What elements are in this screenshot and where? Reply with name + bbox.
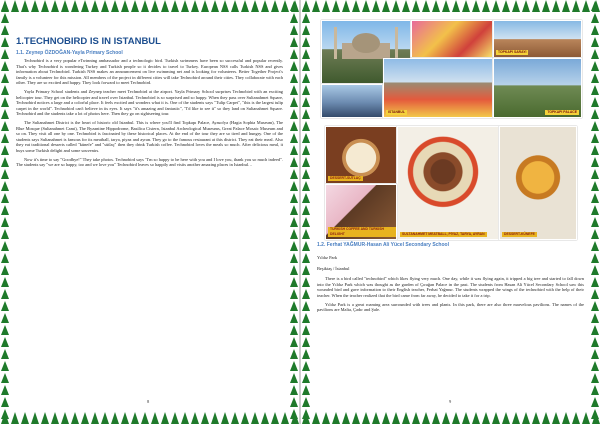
tree-icon: [582, 0, 590, 12]
tree-icon: [290, 49, 298, 59]
page-number: 8: [147, 399, 150, 404]
tree-icon: [472, 412, 480, 424]
tree-icon: [1, 265, 9, 275]
tree-icon: [342, 0, 350, 12]
tree-icon: [1, 229, 9, 239]
tree-icon: [290, 277, 298, 287]
tree-icon: [131, 412, 139, 424]
tree-icon: [1, 97, 9, 107]
right-page: [301, 0, 600, 424]
tree-icon: [290, 253, 298, 263]
tree-icon: [302, 169, 310, 179]
tree-icon: [290, 205, 298, 215]
tree-icon: [290, 25, 298, 35]
photo-sutlac: [325, 126, 397, 184]
tree-icon: [1, 37, 9, 47]
tree-icon: [41, 412, 49, 424]
tree-border-left: [0, 0, 10, 424]
tree-icon: [290, 337, 298, 347]
tree-icon: [101, 412, 109, 424]
tree-icon: [422, 0, 430, 12]
tree-icon: [51, 412, 59, 424]
tree-icon: [591, 241, 599, 251]
tree-icon: [290, 97, 298, 107]
tree-icon: [591, 133, 599, 143]
tree-border-top: [301, 0, 600, 12]
tree-icon: [290, 229, 298, 239]
tree-icon: [302, 409, 310, 419]
tree-icon: [422, 412, 430, 424]
tree-icon: [392, 412, 400, 424]
photo-caption: ISTANBUL: [388, 110, 405, 114]
food-photo-collage: [325, 126, 575, 238]
tree-icon: [332, 412, 340, 424]
tree-border-bottom: [0, 412, 299, 424]
photo-caption: TOPKAPI PALACE: [547, 110, 577, 114]
tree-icon: [572, 0, 580, 12]
tree-icon: [290, 397, 298, 407]
tree-icon: [591, 349, 599, 359]
tree-icon: [372, 0, 380, 12]
tree-icon: [290, 169, 298, 179]
tree-border-bottom: [301, 412, 600, 424]
tree-icon: [290, 109, 298, 119]
tree-icon: [591, 385, 599, 395]
photo-caption: TOPKAPI SARAYI: [498, 50, 527, 54]
tree-icon: [591, 97, 599, 107]
tree-icon: [290, 313, 298, 323]
tree-icon: [131, 0, 139, 12]
photo-turkish-coffee: [325, 184, 397, 240]
tree-icon: [281, 412, 289, 424]
tree-icon: [81, 412, 89, 424]
tree-icon: [302, 145, 310, 155]
tree-icon: [302, 49, 310, 59]
tree-icon: [432, 412, 440, 424]
tree-icon: [281, 0, 289, 12]
tree-icon: [241, 0, 249, 12]
photo-kunefe: [499, 126, 577, 240]
right-page-content: [317, 242, 584, 406]
section-heading: 1.2. Ferhat YAĞMUR-Hasan Ali Yücel Secondary School: [317, 242, 449, 248]
tree-icon: [231, 412, 239, 424]
paragraph: Now it's time to say "Goodbye!" They take photos. Technobird says "I'm so happy to be here with you and I love you, thank you so much indeed". The students say "we are so happy, too and we love you" Technobird leaves so happily and visits another amazing places in Istanbul…: [16, 156, 283, 168]
tree-icon: [442, 0, 450, 12]
tree-icon: [591, 169, 599, 179]
tree-icon: [1, 25, 9, 35]
tree-icon: [151, 412, 159, 424]
tree-icon: [31, 412, 39, 424]
tree-icon: [502, 0, 510, 12]
tree-icon: [402, 0, 410, 12]
tree-icon: [591, 325, 599, 335]
tree-icon: [442, 412, 450, 424]
tree-icon: [1, 145, 9, 155]
tree-icon: [591, 253, 599, 263]
tree-icon: [271, 0, 279, 12]
tree-icon: [591, 313, 599, 323]
tree-icon: [91, 412, 99, 424]
tree-icon: [191, 0, 199, 12]
photo-palace: [493, 20, 582, 58]
tree-icon: [302, 73, 310, 83]
tree-icon: [81, 0, 89, 12]
tree-icon: [591, 181, 599, 191]
photo-caption: DESSERT-KÜNEFE: [504, 232, 535, 236]
tree-icon: [591, 337, 599, 347]
tree-icon: [21, 0, 29, 12]
tree-icon: [290, 217, 298, 227]
tree-icon: [302, 37, 310, 47]
tree-icon: [302, 289, 310, 299]
tree-icon: [290, 181, 298, 191]
tree-icon: [141, 412, 149, 424]
photo-tulip-carpet: [411, 20, 493, 58]
tree-icon: [201, 412, 209, 424]
tree-icon: [302, 181, 310, 191]
chapter-title: 1.TECHNOBIRD IS IN ISTANBUL: [16, 36, 161, 47]
page-number: 9: [449, 399, 452, 404]
tree-icon: [1, 337, 9, 347]
tree-icon: [402, 412, 410, 424]
tree-icon: [121, 412, 129, 424]
tree-icon: [582, 412, 590, 424]
tree-icon: [191, 412, 199, 424]
tree-icon: [591, 277, 599, 287]
istanbul-photo-collage: [321, 20, 580, 116]
tree-icon: [302, 97, 310, 107]
tree-icon: [290, 61, 298, 71]
tree-icon: [1, 241, 9, 251]
tree-icon: [1, 217, 9, 227]
tree-icon: [302, 349, 310, 359]
tree-icon: [552, 0, 560, 12]
tree-icon: [251, 0, 259, 12]
paragraph: There is a bird called "technobird" which likes flying very much. One day, while it was flying again, it tripped a big tree and started to fall down into the Yıldız Park which was thought as the garden of Çırağan Palace in the past. The students from Hasan Ali Yücel Secondary School saw this wounded bird and gave information to their English teacher, Ferhat Yağmur. The students wrapped the wings of the technobird with the help of their teacher. When the teacher realized that the bird came from far away, he decided to take it for a trip.: [317, 276, 584, 298]
tree-icon: [1, 73, 9, 83]
tree-icon: [271, 412, 279, 424]
tree-icon: [352, 0, 360, 12]
tree-icon: [261, 0, 269, 12]
tree-icon: [211, 412, 219, 424]
tree-icon: [302, 193, 310, 203]
tree-icon: [1, 325, 9, 335]
tree-icon: [290, 133, 298, 143]
tree-icon: [522, 412, 530, 424]
tree-icon: [302, 265, 310, 275]
tree-icon: [412, 0, 420, 12]
tree-icon: [251, 412, 259, 424]
tree-icon: [302, 61, 310, 71]
tree-icon: [302, 337, 310, 347]
tree-icon: [562, 0, 570, 12]
photo-caption: DESSERT-SÜTLAÇ: [330, 176, 361, 180]
tree-icon: [1, 313, 9, 323]
tree-icon: [591, 61, 599, 71]
tree-icon: [290, 37, 298, 47]
tree-icon: [261, 412, 269, 424]
tree-icon: [1, 121, 9, 131]
tree-icon: [372, 412, 380, 424]
tree-icon: [591, 409, 599, 419]
tree-icon: [512, 0, 520, 12]
tree-icon: [1, 289, 9, 299]
tree-icon: [302, 313, 310, 323]
tree-icon: [591, 289, 599, 299]
tree-icon: [1, 61, 9, 71]
tree-border-left: [301, 0, 311, 424]
tree-icon: [290, 85, 298, 95]
tree-icon: [492, 0, 500, 12]
left-page-content: [16, 18, 283, 406]
tree-icon: [61, 412, 69, 424]
tree-icon: [1, 361, 9, 371]
tree-icon: [382, 0, 390, 12]
tree-icon: [71, 412, 79, 424]
tree-icon: [290, 361, 298, 371]
tree-icon: [302, 85, 310, 95]
tree-icon: [382, 412, 390, 424]
tree-icon: [362, 412, 370, 424]
tree-icon: [352, 412, 360, 424]
tree-icon: [312, 412, 320, 424]
tree-icon: [591, 229, 599, 239]
tree-icon: [591, 301, 599, 311]
tree-icon: [1, 397, 9, 407]
tree-icon: [591, 205, 599, 215]
tree-icon: [452, 0, 460, 12]
section-heading: 1.1. Zeynep ÖZDOĞAN-Yayla Primary School: [16, 50, 123, 56]
tree-icon: [302, 1, 310, 11]
tree-icon: [201, 0, 209, 12]
tree-icon: [591, 37, 599, 47]
tree-icon: [1, 253, 9, 263]
tree-icon: [290, 349, 298, 359]
tree-icon: [532, 412, 540, 424]
tree-icon: [302, 229, 310, 239]
tree-icon: [1, 181, 9, 191]
tree-icon: [312, 0, 320, 12]
tree-icon: [1, 373, 9, 383]
tree-icon: [121, 0, 129, 12]
tree-icon: [302, 241, 310, 251]
photo-caption: TURKISH COFFEE AND TURKISH DELIGHT: [328, 227, 396, 237]
tree-icon: [302, 373, 310, 383]
tree-icon: [290, 373, 298, 383]
tree-icon: [472, 0, 480, 12]
tree-icon: [392, 0, 400, 12]
tree-icon: [290, 265, 298, 275]
tree-icon: [290, 241, 298, 251]
tree-icon: [591, 85, 599, 95]
tree-icon: [591, 157, 599, 167]
tree-icon: [482, 412, 490, 424]
tree-border-top: [0, 0, 299, 12]
tree-icon: [91, 0, 99, 12]
tree-icon: [290, 157, 298, 167]
tree-icon: [562, 412, 570, 424]
tree-icon: [1, 409, 9, 419]
tree-icon: [1, 133, 9, 143]
location-line: Yıldız Park: [317, 255, 338, 260]
paragraph: Technobird is a very popular eTwinning ambassador and a technologic bird. Turkish swimmers have been so successful and popular recently. That's why Technobird is wondering Turkey and Turkish people so it decides to travel to Turkey. European NSS calls Turkish NSS and gives information about Technobird. Turkish NSS makes an announcement on live swimming net and is looking for volunteers. Better Together Project's family is a volunteer for this mission. All members of the project in different cities will take Technobird around their cities. They collaborate with each other. They are so excited and happy. They look forward to meet Technobird.: [16, 58, 283, 86]
tree-border-right: [289, 0, 299, 424]
tree-icon: [31, 0, 39, 12]
paragraph: Yayla Primary School students and Zeynep teacher meet Technobird at the airport. Yayla Primary School surprises Technobird with an exciting helicopter tour. They get on the helicopter and travel over Istanbul. Technobird is so surprised and so happy. When they pass over Sultanahmet Square, Technobird notices a large and a colorful place. It feels excited and wonders what it is. One of the students says "Tulip Carpet", "this is the largest tulip carpet in the world". Technobird can't believe in its eyes. It says "it's amazing and fantastic", "I'd like to see it" so they land on Sultanahmet Square. Technobird and the students take a lot of photos here. Then they go on sightseeing tour.: [16, 88, 283, 117]
left-page: [0, 0, 299, 424]
tree-icon: [532, 0, 540, 12]
tree-icon: [302, 109, 310, 119]
tree-icon: [290, 409, 298, 419]
paragraph: The Sultanahmet District is the heart of historic old Istanbul. This is where you'll find Topkapı Palace, Ayasofya (Hagia Sophia Museum), The Blue Mosque (Sultanahmet Cami), The Byzantine Hippodrome, Basilica Cistern, Istanbul Archeological Museums, Great Palace Mosaic Museum and so on. They visit all one by one. Technobird is fascinated by these historical places. At the end of the tour they are so tired and hungry. One of the students says Sultanahmet is famous for its meatball, tarya, piyaz and ayran. They go to the famous restaurant at this district. They eat their meal. Also they eat traditional desserts called "künefe" and "sütlaç" then they drink Turkish coffee. Technobird loves the meals so much. After delicious meal, it buys some Turkish delight and some souvenirs.: [16, 119, 283, 153]
tree-icon: [1, 193, 9, 203]
tree-icon: [290, 193, 298, 203]
tree-icon: [161, 412, 169, 424]
tree-icon: [482, 0, 490, 12]
tree-icon: [332, 0, 340, 12]
tree-icon: [61, 0, 69, 12]
photo-topkapi: [493, 58, 582, 118]
tree-icon: [302, 133, 310, 143]
tree-icon: [552, 412, 560, 424]
tree-icon: [1, 169, 9, 179]
tree-icon: [302, 25, 310, 35]
tree-icon: [1, 1, 9, 11]
tree-icon: [591, 361, 599, 371]
tree-icon: [342, 412, 350, 424]
tree-icon: [111, 412, 119, 424]
tree-icon: [1, 205, 9, 215]
tree-icon: [181, 0, 189, 12]
tree-icon: [542, 412, 550, 424]
tree-icon: [1, 49, 9, 59]
tree-icon: [1, 385, 9, 395]
tree-icon: [290, 121, 298, 131]
tree-icon: [462, 0, 470, 12]
tree-icon: [302, 217, 310, 227]
photo-caption: SULTANAHMET MEATBALL, PİYAZ, TARYA, AYRAN: [402, 232, 485, 236]
tree-icon: [290, 1, 298, 11]
tree-icon: [591, 217, 599, 227]
tree-icon: [302, 121, 310, 131]
tree-icon: [591, 373, 599, 383]
tree-icon: [432, 0, 440, 12]
tree-icon: [302, 301, 310, 311]
tree-icon: [41, 0, 49, 12]
tree-icon: [452, 412, 460, 424]
tree-icon: [362, 0, 370, 12]
tree-icon: [21, 412, 29, 424]
tree-icon: [412, 412, 420, 424]
tree-icon: [290, 13, 298, 23]
tree-icon: [241, 412, 249, 424]
tree-icon: [542, 0, 550, 12]
tree-icon: [591, 73, 599, 83]
tree-icon: [290, 385, 298, 395]
tree-icon: [591, 265, 599, 275]
tree-icon: [302, 397, 310, 407]
tree-icon: [591, 109, 599, 119]
tree-icon: [591, 397, 599, 407]
tree-icon: [591, 121, 599, 131]
tree-icon: [302, 13, 310, 23]
tree-icon: [1, 109, 9, 119]
tree-icon: [71, 0, 79, 12]
tree-icon: [181, 412, 189, 424]
tree-icon: [302, 157, 310, 167]
tree-icon: [591, 193, 599, 203]
tree-icon: [302, 385, 310, 395]
tree-icon: [290, 301, 298, 311]
tree-border-right: [590, 0, 600, 424]
tree-icon: [322, 0, 330, 12]
tree-icon: [290, 145, 298, 155]
tree-icon: [290, 289, 298, 299]
tree-icon: [572, 412, 580, 424]
tree-icon: [171, 0, 179, 12]
tree-icon: [141, 0, 149, 12]
tree-icon: [51, 0, 59, 12]
photo-square-with-flowers: [383, 58, 493, 118]
photo-bosphorus: [321, 84, 383, 118]
tree-icon: [522, 0, 530, 12]
tree-icon: [1, 157, 9, 167]
tree-icon: [221, 412, 229, 424]
tree-icon: [591, 1, 599, 11]
tree-icon: [11, 0, 19, 12]
tree-icon: [1, 13, 9, 23]
tree-icon: [11, 412, 19, 424]
tree-icon: [302, 205, 310, 215]
tree-icon: [512, 412, 520, 424]
tree-icon: [151, 0, 159, 12]
tree-icon: [591, 25, 599, 35]
tree-icon: [171, 412, 179, 424]
tree-icon: [1, 301, 9, 311]
tree-icon: [1, 85, 9, 95]
tree-icon: [591, 145, 599, 155]
paragraph: Yıldız Park is a great roaming area surrounded with trees and plants. In this park, there are also three marvelous pavilions. The names of the pavilions are Malta, Çadır and Şale.: [317, 301, 584, 313]
tree-icon: [211, 0, 219, 12]
tree-icon: [302, 361, 310, 371]
tree-icon: [161, 0, 169, 12]
tree-icon: [1, 349, 9, 359]
tree-icon: [111, 0, 119, 12]
tree-icon: [302, 253, 310, 263]
tree-icon: [492, 412, 500, 424]
location-line: Beşiktaş / İstanbul: [317, 265, 350, 271]
tree-icon: [231, 0, 239, 12]
tree-icon: [322, 412, 330, 424]
tree-icon: [221, 0, 229, 12]
tree-icon: [302, 325, 310, 335]
tree-icon: [591, 13, 599, 23]
tree-icon: [290, 73, 298, 83]
tree-icon: [290, 325, 298, 335]
photo-meatball-plate: [397, 126, 499, 240]
tree-icon: [101, 0, 109, 12]
tree-icon: [1, 277, 9, 287]
tree-icon: [591, 49, 599, 59]
tree-icon: [302, 277, 310, 287]
tree-icon: [462, 412, 470, 424]
tree-icon: [502, 412, 510, 424]
